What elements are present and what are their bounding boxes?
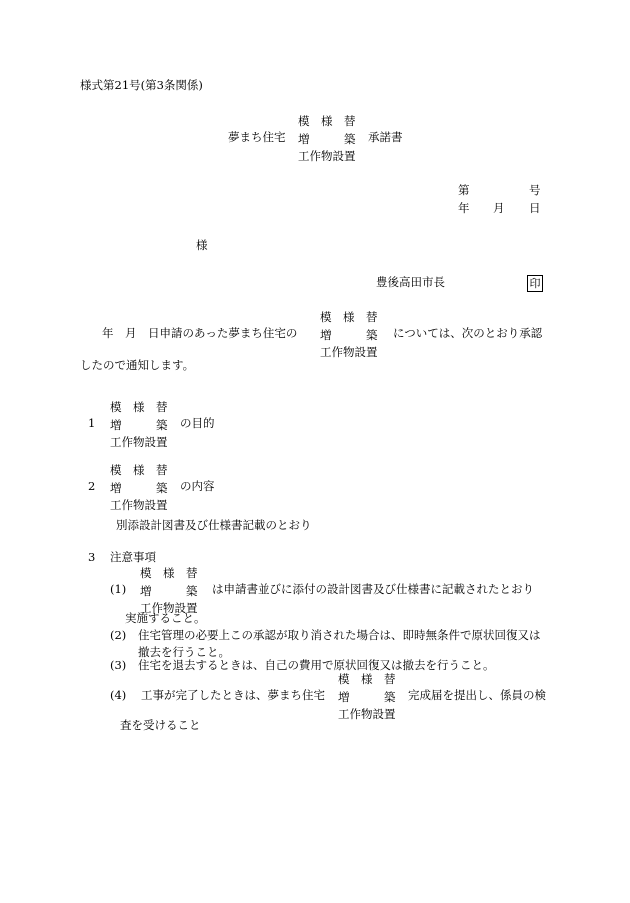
note-4-text-after: 完成届を提出し、係員の検 [408,688,546,702]
stack-line: 工作物設置 [140,601,198,615]
body-stack [320,312,378,365]
date-year: 年 [458,201,470,215]
stack-line: 増 築 [338,689,396,704]
section-2-number: 2 [88,479,96,493]
doc-number-dai: 第 [458,183,470,197]
stack-line: 増 築 [110,480,168,495]
stack-line: 模 様 替 [298,114,356,128]
recipient-honorific: 様 [196,238,208,252]
stack-line: 増 築 [320,327,378,342]
note-1-text: は申請書並びに添付の設計図書及び仕様書に記載されたとおり [212,582,534,596]
note-2-number: (2) [110,628,127,642]
date-month: 月 [493,201,505,215]
doc-number-go: 号 [529,183,541,197]
stack-line: 工作物設置 [320,345,378,359]
section-2-stack [110,465,168,518]
stack-line: 模 様 替 [320,310,378,324]
title-prefix: 夢まち住宅 [228,130,286,144]
stack-line: 工作物設置 [110,498,168,512]
note-2-text: 住宅管理の必要上この承認が取り消された場合は、即時無条件で原状回復又は [138,628,541,642]
body-suffix: については、次のとおり承認 [393,326,543,340]
section-1-stack [110,402,168,455]
note-2-continuation: 撤去を行うこと。 [138,645,230,659]
stack-line: 工作物設置 [338,707,396,721]
stack-line: 模 様 替 [110,463,168,477]
stack-line: 増 築 [110,417,168,432]
stack-line: 増 築 [298,131,356,146]
note-4-stack [338,674,396,727]
note-1-number: (1) [110,582,127,596]
note-3-number: (3) [110,658,127,672]
stack-line: 模 様 替 [110,400,168,414]
title-suffix: 承諾書 [368,130,403,144]
note-1-continuation: 実施すること。 [125,611,206,625]
seal-stamp: 印 [527,275,543,292]
stack-line: 増 築 [140,583,198,598]
title-stack [298,116,356,169]
body-continuation: したので通知します。 [80,358,195,372]
stack-line: 模 様 替 [338,672,396,686]
note-4-number: (4) [110,688,127,702]
stack-line: 工作物設置 [110,435,168,449]
stack-line: 工作物設置 [298,149,356,163]
section-2-title: の内容 [180,479,215,493]
form-number: 様式第21号(第3条関係) [80,78,203,92]
section-3-number: 3 [88,550,96,564]
body-prefix: 年 月 日申請のあった夢まち住宅の [102,326,298,340]
section-3-title: 注意事項 [110,550,156,564]
note-3-text: 住宅を退去するときは、自己の費用で原状回復又は撤去を行うこと。 [138,658,495,672]
date-day: 日 [529,201,541,215]
issuer-name: 豊後高田市長 [376,275,445,289]
note-4-text: 工事が完了したときは、夢まち住宅 [141,688,325,702]
section-1-title: の目的 [180,416,215,430]
section-2-content: 別添設計図書及び仕様書記載のとおり [116,518,312,532]
stack-line: 模 様 替 [140,566,198,580]
note-4-continuation: 査を受けること [120,718,201,732]
section-1-number: 1 [88,416,96,430]
